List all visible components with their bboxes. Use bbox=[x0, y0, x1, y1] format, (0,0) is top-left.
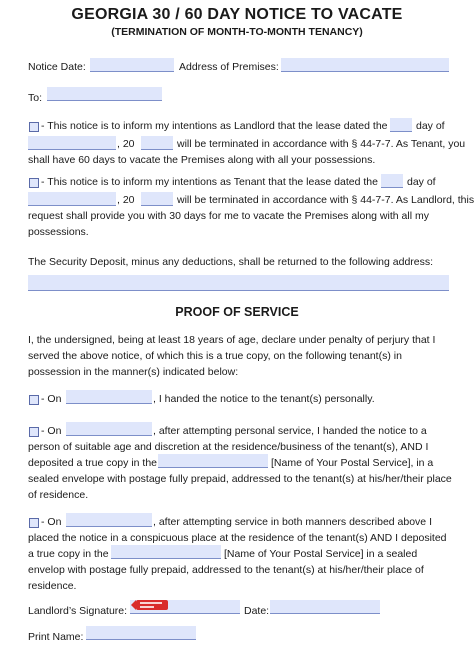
option2-line-5: of residence. bbox=[28, 489, 89, 501]
option2-checkbox[interactable] bbox=[29, 427, 39, 437]
option2-date-field[interactable] bbox=[66, 422, 152, 436]
tenant-day-field[interactable] bbox=[381, 174, 403, 188]
landlord-line-3: shall have 60 days to vacate the Premises along with all your possessions. bbox=[28, 154, 376, 166]
option2-postal-field[interactable] bbox=[158, 454, 268, 468]
deposit-text: The Security Deposit, minus any deductions, shall be returned to the following address: bbox=[28, 256, 434, 268]
tenant-month-field[interactable] bbox=[28, 192, 116, 206]
landlord-day-field[interactable] bbox=[390, 118, 412, 132]
option3-line-4: envelop with postage fully prepaid, addressed to the tenant(s) at his/her/their place of bbox=[28, 564, 424, 576]
option2-line-1: , after attempting personal service, I handed the notice to a bbox=[153, 425, 427, 437]
option1-date-field[interactable] bbox=[66, 390, 152, 404]
tenant-day-of: day of bbox=[407, 176, 436, 188]
option3-postal-field[interactable] bbox=[111, 545, 221, 559]
tenant-comma-20: , 20 bbox=[117, 194, 135, 206]
option3-checkbox[interactable] bbox=[29, 518, 39, 528]
option3-on: - On bbox=[41, 516, 62, 528]
proof-line-3: possession in the manner(s) indicated below: bbox=[28, 366, 239, 378]
landlord-line-2: will be terminated in accordance with § 44-7-7. As Tenant, you bbox=[177, 138, 466, 150]
option3-line-5: residence. bbox=[28, 580, 77, 592]
option3-date-field[interactable] bbox=[66, 513, 152, 527]
print-name-label: Print Name: bbox=[28, 631, 84, 643]
option2-line-3a: deposited a true copy in the bbox=[28, 457, 158, 469]
proof-line-2: served the above notice, of which this is a true copy, on the following tenant(s) in bbox=[28, 350, 402, 362]
tenant-line-2: will be terminated in accordance with § 44-7-7. As Landlord, this bbox=[177, 194, 474, 206]
option1-on: - On bbox=[41, 393, 62, 405]
landlord-checkbox[interactable] bbox=[29, 122, 39, 132]
landlord-comma-20: , 20 bbox=[117, 138, 135, 150]
print-name-field[interactable] bbox=[86, 626, 196, 640]
landlord-day-of: day of bbox=[416, 120, 445, 132]
notice-date-label: Notice Date: bbox=[28, 61, 86, 73]
landlord-line-1: - This notice is to inform my intentions as Landlord that the lease dated the bbox=[41, 120, 388, 132]
option2-line-2: person of suitable age and discretion at the residence/business of the tenant(s), AND I bbox=[28, 441, 429, 453]
signature-label: Landlord’s Signature: bbox=[28, 605, 128, 617]
landlord-month-field[interactable] bbox=[28, 136, 116, 150]
proof-line-1: I, the undersigned, being at least 18 years of age, declare under penalty of perjury that I bbox=[28, 334, 436, 346]
option1-text: , I handed the notice to the tenant(s) personally. bbox=[153, 393, 375, 405]
option3-line-1: , after attempting service in both manners described above I bbox=[153, 516, 432, 528]
landlord-year-field[interactable] bbox=[141, 136, 173, 150]
signature-date-field[interactable] bbox=[270, 600, 380, 614]
option3-line-3a: a true copy in the bbox=[28, 548, 109, 560]
proof-heading: PROOF OF SERVICE bbox=[175, 305, 299, 319]
to-label: To: bbox=[28, 92, 43, 104]
option3-line-3b: [Name of Your Postal Service] in a sealed bbox=[224, 548, 418, 560]
option1-checkbox[interactable] bbox=[29, 395, 39, 405]
option3-line-2: placed the notice in a conspicuous place at the residence of the tenant(s) AND I deposited bbox=[28, 532, 447, 544]
tenant-line-3: request shall provide you with 30 days for me to vacate the Premises along with all my bbox=[28, 210, 429, 222]
address-label: Address of Premises: bbox=[179, 61, 279, 73]
date-label: Date: bbox=[244, 605, 270, 617]
sign-here-icon[interactable] bbox=[136, 600, 168, 610]
option2-line-3b: [Name of Your Postal Service], in a bbox=[271, 457, 434, 469]
tenant-line-4: possessions. bbox=[28, 226, 89, 238]
to-field[interactable] bbox=[47, 87, 162, 101]
notice-date-field[interactable] bbox=[90, 58, 174, 72]
document-title: GEORGIA 30 / 60 DAY NOTICE TO VACATE bbox=[71, 6, 403, 23]
deposit-address-field[interactable] bbox=[28, 275, 449, 291]
tenant-year-field[interactable] bbox=[141, 192, 173, 206]
tenant-line-1: - This notice is to inform my intentions as Tenant that the lease dated the bbox=[41, 176, 378, 188]
document-subtitle: (TERMINATION OF MONTH-TO-MONTH TENANCY) bbox=[111, 26, 363, 38]
option2-on: - On bbox=[41, 425, 62, 437]
option2-line-4: sealed envelope with postage fully prepaid, addressed to the tenant(s) at his/her/their place bbox=[28, 473, 452, 485]
tenant-checkbox[interactable] bbox=[29, 178, 39, 188]
address-field[interactable] bbox=[281, 58, 449, 72]
